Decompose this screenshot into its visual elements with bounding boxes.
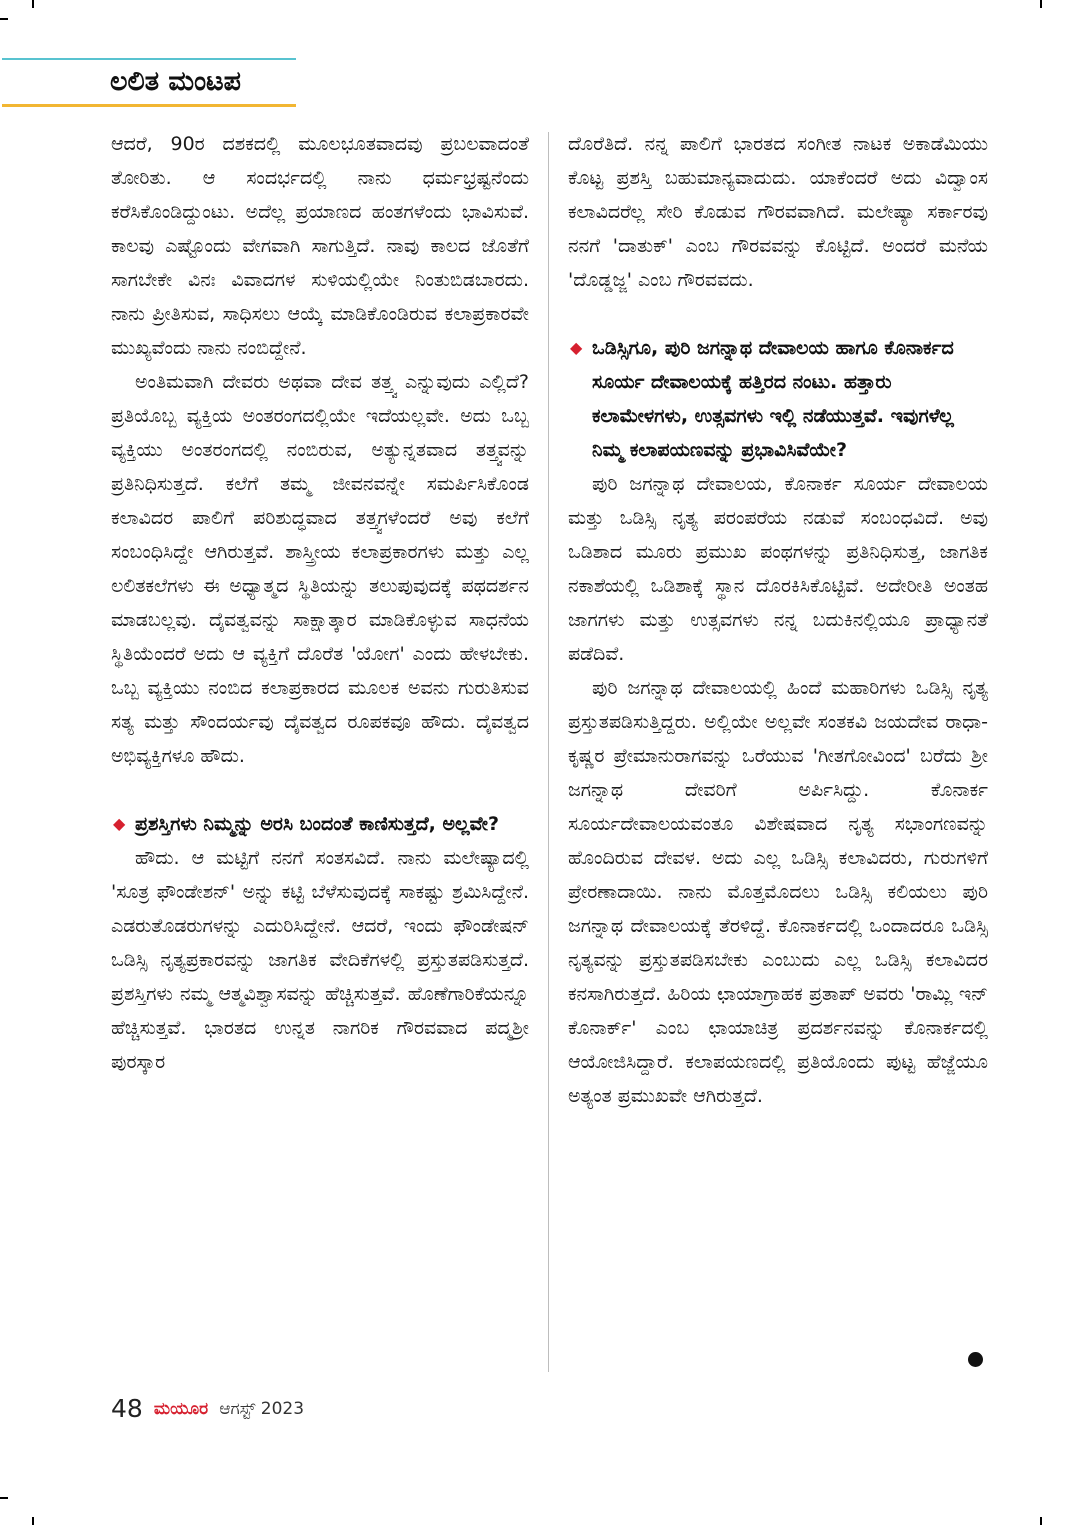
diamond-bullet-icon: ◆: [113, 814, 126, 833]
paragraph: ದೊರೆತಿದೆ. ನನ್ನ ಪಾಲಿಗೆ ಭಾರತದ ಸಂಗೀತ ನಾಟಕ ಅಕಾಡೆಮಿಯು ಕೊಟ್ಟ ಪ್ರಶಸ್ತಿ ಬಹುಮಾನ್ಯವಾದುದು. ಯಾಕೆಂದರೆ ಅದು ವಿದ್ವಾಂಸ ಕಲಾವಿದರೆಲ್ಲ ಸೇರಿ ಕೊಡುವ ಗೌರವವಾಗಿದೆ. ಮಲೇಷ್ಯಾ ಸರ್ಕಾರವು ನನಗೆ 'ದಾತುಕ್' ಎಂಬ ಗೌರವವನ್ನು ಕೊಟ್ಟಿದೆ. ಅಂದರೆ ಮನೆಯ 'ದೊಡ್ಡಜ್ಜ' ಎಂಬ ಗೌರವವದು.: [568, 133, 988, 291]
section-title: ಲಲಿತ ಮಂಟಪ: [110, 66, 241, 97]
page-number: 48: [111, 1394, 143, 1423]
interview-question: [568, 331, 988, 467]
spacer: [111, 773, 529, 807]
spacer: [568, 297, 988, 331]
paragraph: ಅಂತಿಮವಾಗಿ ದೇವರು ಅಥವಾ ದೇವ ತತ್ತ್ವ ಎನ್ನುವುದು ಎಲ್ಲಿದೆ? ಪ್ರತಿಯೊಬ್ಬ ವ್ಯಕ್ತಿಯ ಅಂತರಂಗದಲ್ಲಿಯೇ ಇದೆಯಲ್ಲವೇ. ಅದು ಒಬ್ಬ ವ್ಯಕ್ತಿಯು ಅಂತರಂಗದಲ್ಲಿ ನಂಬಿರುವ, ಅತ್ಯುನ್ನತವಾದ ತತ್ತ್ವವನ್ನು ಪ್ರತಿನಿಧಿಸುತ್ತದೆ. ಕಲೆಗೆ ತಮ್ಮ ಜೀವನವನ್ನೇ ಸಮರ್ಪಿಸಿಕೊಂಡ ಕಲಾವಿದರ ಪಾಲಿಗೆ ಪರಿಶುದ್ಧವಾದ ತತ್ತ್ವಗಳೆಂದರೆ ಅವು ಕಲೆಗೆ ಸಂಬಂಧಿಸಿದ್ದೇ ಆಗಿರುತ್ತವೆ. ಶಾಸ್ತ್ರೀಯ ಕಲಾಪ್ರಕಾರಗಳು ಮತ್ತು ಎಲ್ಲ ಲಲಿತಕಲೆಗಳು ಈ ಅಧ್ಯಾತ್ಮದ ಸ್ಥಿತಿಯನ್ನು ತಲುಪುವುದಕ್ಕೆ ಪಥದರ್ಶನ ಮಾಡಬಲ್ಲವು. ದೈವತ್ವವನ್ನು ಸಾಕ್ಷಾತ್ಕಾರ ಮಾಡಿಕೊಳ್ಳುವ ಸಾಧನೆಯ ಸ್ಥಿತಿಯೆಂದರೆ ಅದು ಆ ವ್ಯಕ್ತಿಗೆ ದೊರೆತ 'ಯೋಗ' ಎಂದು ಹೇಳಬೇಕು. ಒಬ್ಬ ವ್ಯಕ್ತಿಯು ನಂಬಿದ ಕಲಾಪ್ರಕಾರದ ಮೂಲಕ ಅವನು ಗುರುತಿಸುವ ಸತ್ಯ ಮತ್ತು ಸೌಂದರ್ಯವು ದೈವತ್ವದ ರೂಪಕವೂ ಹೌದು. ದೈವತ್ವದ ಅಭಿವ್ಯಕ್ತಿಗಳೂ ಹೌದು.: [111, 371, 529, 767]
issue-date: ಆಗಸ್ಟ್ 2023: [219, 1398, 305, 1419]
paragraph: ಪುರಿ ಜಗನ್ನಾಥ ದೇವಾಲಯ, ಕೊನಾರ್ಕ ಸೂರ್ಯ ದೇವಾಲಯ ಮತ್ತು ಒಡಿಸ್ಸಿ ನೃತ್ಯ ಪರಂಪರೆಯ ನಡುವೆ ಸಂಬಂಧವಿದೆ. ಅವು ಒಡಿಶಾದ ಮೂರು ಪ್ರಮುಖ ಪಂಥಗಳನ್ನು ಪ್ರತಿನಿಧಿಸುತ್ತ, ಜಾಗತಿಕ ನಕಾಶೆಯಲ್ಲಿ ಒಡಿಶಾಕ್ಕೆ ಸ್ಥಾನ ದೊರಕಿಸಿಕೊಟ್ಟಿವೆ. ಅದೇರೀತಿ ಅಂತಹ ಜಾಗಗಳು ಮತ್ತು ಉತ್ಸವಗಳು ನನ್ನ ಬದುಕಿನಲ್ಲಿಯೂ ಪ್ರಾಧ್ಯಾನತೆ ಪಡೆದಿವೆ.: [568, 473, 988, 665]
header-rule-top: [2, 58, 296, 60]
crop-mark: [1040, 1517, 1042, 1525]
magazine-logo: ಮಯೂರ: [153, 1398, 209, 1419]
left-column: [111, 127, 529, 1079]
page-footer: [111, 1394, 304, 1423]
paragraph: ಪುರಿ ಜಗನ್ನಾಥ ದೇವಾಲಯಲ್ಲಿ ಹಿಂದೆ ಮಹಾರಿಗಳು ಒಡಿಸ್ಸಿ ನೃತ್ಯ ಪ್ರಸ್ತುತಪಡಿಸುತ್ತಿದ್ದರು. ಅಲ್ಲಿಯೇ ಅಲ್ಲವೇ ಸಂತಕವಿ ಜಯದೇವ ರಾಧಾ-ಕೃಷ್ಣರ ಪ್ರೇಮಾನುರಾಗವನ್ನು ಒರೆಯುವ 'ಗೀತಗೋವಿಂದ' ಬರೆದು ಶ್ರೀ ಜಗನ್ನಾಥ ದೇವರಿಗೆ ಅರ್ಪಿಸಿದ್ದು. ಕೊನಾರ್ಕ ಸೂರ್ಯದೇವಾಲಯವಂತೂ ವಿಶೇಷವಾದ ನೃತ್ಯ ಸಭಾಂಗಣವನ್ನು ಹೊಂದಿರುವ ದೇವಳ. ಅದು ಎಲ್ಲ ಒಡಿಸ್ಸಿ ಕಲಾವಿದರು, ಗುರುಗಳಿಗೆ ಪ್ರೇರಣಾದಾಯಿ. ನಾನು ಮೊತ್ತಮೊದಲು ಒಡಿಸ್ಸಿ ಕಲಿಯಲು ಪುರಿ ಜಗನ್ನಾಥ ದೇವಾಲಯಕ್ಕೆ ತೆರಳಿದ್ದೆ. ಕೊನಾರ್ಕದಲ್ಲಿ ಒಂದಾದರೂ ಒಡಿಸ್ಸಿ ನೃತ್ಯವನ್ನು ಪ್ರಸ್ತುತಪಡಿಸಬೇಕು ಎಂಬುದು ಎಲ್ಲ ಒಡಿಸ್ಸಿ ಕಲಾವಿದರ ಕನಸಾಗಿರುತ್ತದೆ. ಹಿರಿಯ ಛಾಯಾಗ್ರಾಹಕ ಪ್ರತಾಪ್ ಅವರು 'ರಾಮ್ಲಿ ಇನ್ ಕೊನಾರ್ಕ್' ಎಂಬ ಛಾಯಾಚಿತ್ರ ಪ್ರದರ್ಶನವನ್ನು ಕೊನಾರ್ಕದಲ್ಲಿ ಆಯೋಜಿಸಿದ್ದಾರೆ. ಕಲಾಪಯಣದಲ್ಲಿ ಪ್ರತಿಯೊಂದು ಪುಟ್ಟ ಹೆಜ್ಜೆಯೂ ಅತ್ಯಂತ ಪ್ರಮುಖವೇ ಆಗಿರುತ್ತದೆ.: [568, 677, 988, 1107]
crop-mark: [32, 0, 34, 8]
crop-mark: [1040, 0, 1042, 8]
right-column: [568, 127, 988, 1113]
article-end-mark-icon: [968, 1352, 983, 1367]
paragraph: ಹೌದು. ಆ ಮಟ್ಟಿಗೆ ನನಗೆ ಸಂತಸವಿದೆ. ನಾನು ಮಲೇಷ್ಯಾದಲ್ಲಿ 'ಸೂತ್ರ ಫೌಂಡೇಶನ್' ಅನ್ನು ಕಟ್ಟಿ ಬೆಳೆಸುವುದಕ್ಕೆ ಸಾಕಷ್ಟು ಶ್ರಮಿಸಿದ್ದೇನೆ. ಎಡರುತೊಡರುಗಳನ್ನು ಎದುರಿಸಿದ್ದೇನೆ. ಆದರೆ, ಇಂದು ಫೌಂಡೇಷನ್ ಒಡಿಸ್ಸಿ ನೃತ್ಯಪ್ರಕಾರವನ್ನು ಜಾಗತಿಕ ವೇದಿಕೆಗಳಲ್ಲಿ ಪ್ರಸ್ತುತಪಡಿಸುತ್ತದೆ. ಪ್ರಶಸ್ತಿಗಳು ನಮ್ಮ ಆತ್ಮವಿಶ್ವಾಸವನ್ನು ಹೆಚ್ಚಿಸುತ್ತವೆ. ಹೊಣೆಗಾರಿಕೆಯನ್ನೂ ಹೆಚ್ಚಿಸುತ್ತವೆ. ಭಾರತದ ಉನ್ನತ ನಾಗರಿಕ ಗೌರವವಾದ ಪದ್ಮಶ್ರೀ ಪುರಸ್ಕಾರ: [111, 847, 529, 1073]
question-text: ಒಡಿಸ್ಸಿಗೂ, ಪುರಿ ಜಗನ್ನಾಥ ದೇವಾಲಯ ಹಾಗೂ ಕೊನಾರ್ಕದ ಸೂರ್ಯ ದೇವಾಲಯಕ್ಕೆ ಹತ್ತಿರದ ನಂಟು. ಹತ್ತಾರು ಕಲಾಮೇಳಗಳು, ಉತ್ಸವಗಳು ಇಲ್ಲಿ ನಡೆಯುತ್ತವೆ. ಇವುಗಳೆಲ್ಲ ನಿಮ್ಮ ಕಲಾಪಯಣವನ್ನು ಪ್ರಭಾವಿಸಿವೆಯೇ?: [592, 337, 954, 461]
crop-mark: [0, 18, 8, 20]
diamond-bullet-icon: ◆: [570, 338, 583, 357]
interview-question: [111, 807, 529, 841]
question-text: ಪ್ರಶಸ್ತಿಗಳು ನಿಮ್ಮನ್ನು ಅರಸಿ ಬಂದಂತೆ ಕಾಣಿಸುತ್ತದೆ, ಅಲ್ಲವೇ?: [135, 813, 500, 835]
column-divider: [548, 132, 549, 1372]
section-header: [2, 58, 296, 110]
crop-mark: [0, 1497, 8, 1499]
paragraph: ಆದರೆ, 90ರ ದಶಕದಲ್ಲಿ ಮೂಲಭೂತವಾದವು ಪ್ರಬಲವಾದಂತೆ ತೋರಿತು. ಆ ಸಂದರ್ಭದಲ್ಲಿ ನಾನು ಧರ್ಮಭ್ರಷ್ಟನೆಂದು ಕರೆಸಿಕೊಂಡಿದ್ದುಂಟು. ಅದೆಲ್ಲ ಪ್ರಯಾಣದ ಹಂತಗಳೆಂದು ಭಾವಿಸುವೆ. ಕಾಲವು ಎಷ್ಟೊಂದು ವೇಗವಾಗಿ ಸಾಗುತ್ತಿದೆ. ನಾವು ಕಾಲದ ಜೊತೆಗೆ ಸಾಗಬೇಕೇ ವಿನಃ ವಿವಾದಗಳ ಸುಳಿಯಲ್ಲಿಯೇ ನಿಂತುಬಿಡಬಾರದು. ನಾನು ಪ್ರೀತಿಸುವ, ಸಾಧಿಸಲು ಆಯ್ಕೆ ಮಾಡಿಕೊಂಡಿರುವ ಕಲಾಪ್ರಕಾರವೇ ಮುಖ್ಯವೆಂದು ನಾನು ನಂಬಿದ್ದೇನೆ.: [111, 133, 529, 359]
header-rule-bottom: [2, 104, 296, 107]
crop-mark: [32, 1517, 34, 1525]
